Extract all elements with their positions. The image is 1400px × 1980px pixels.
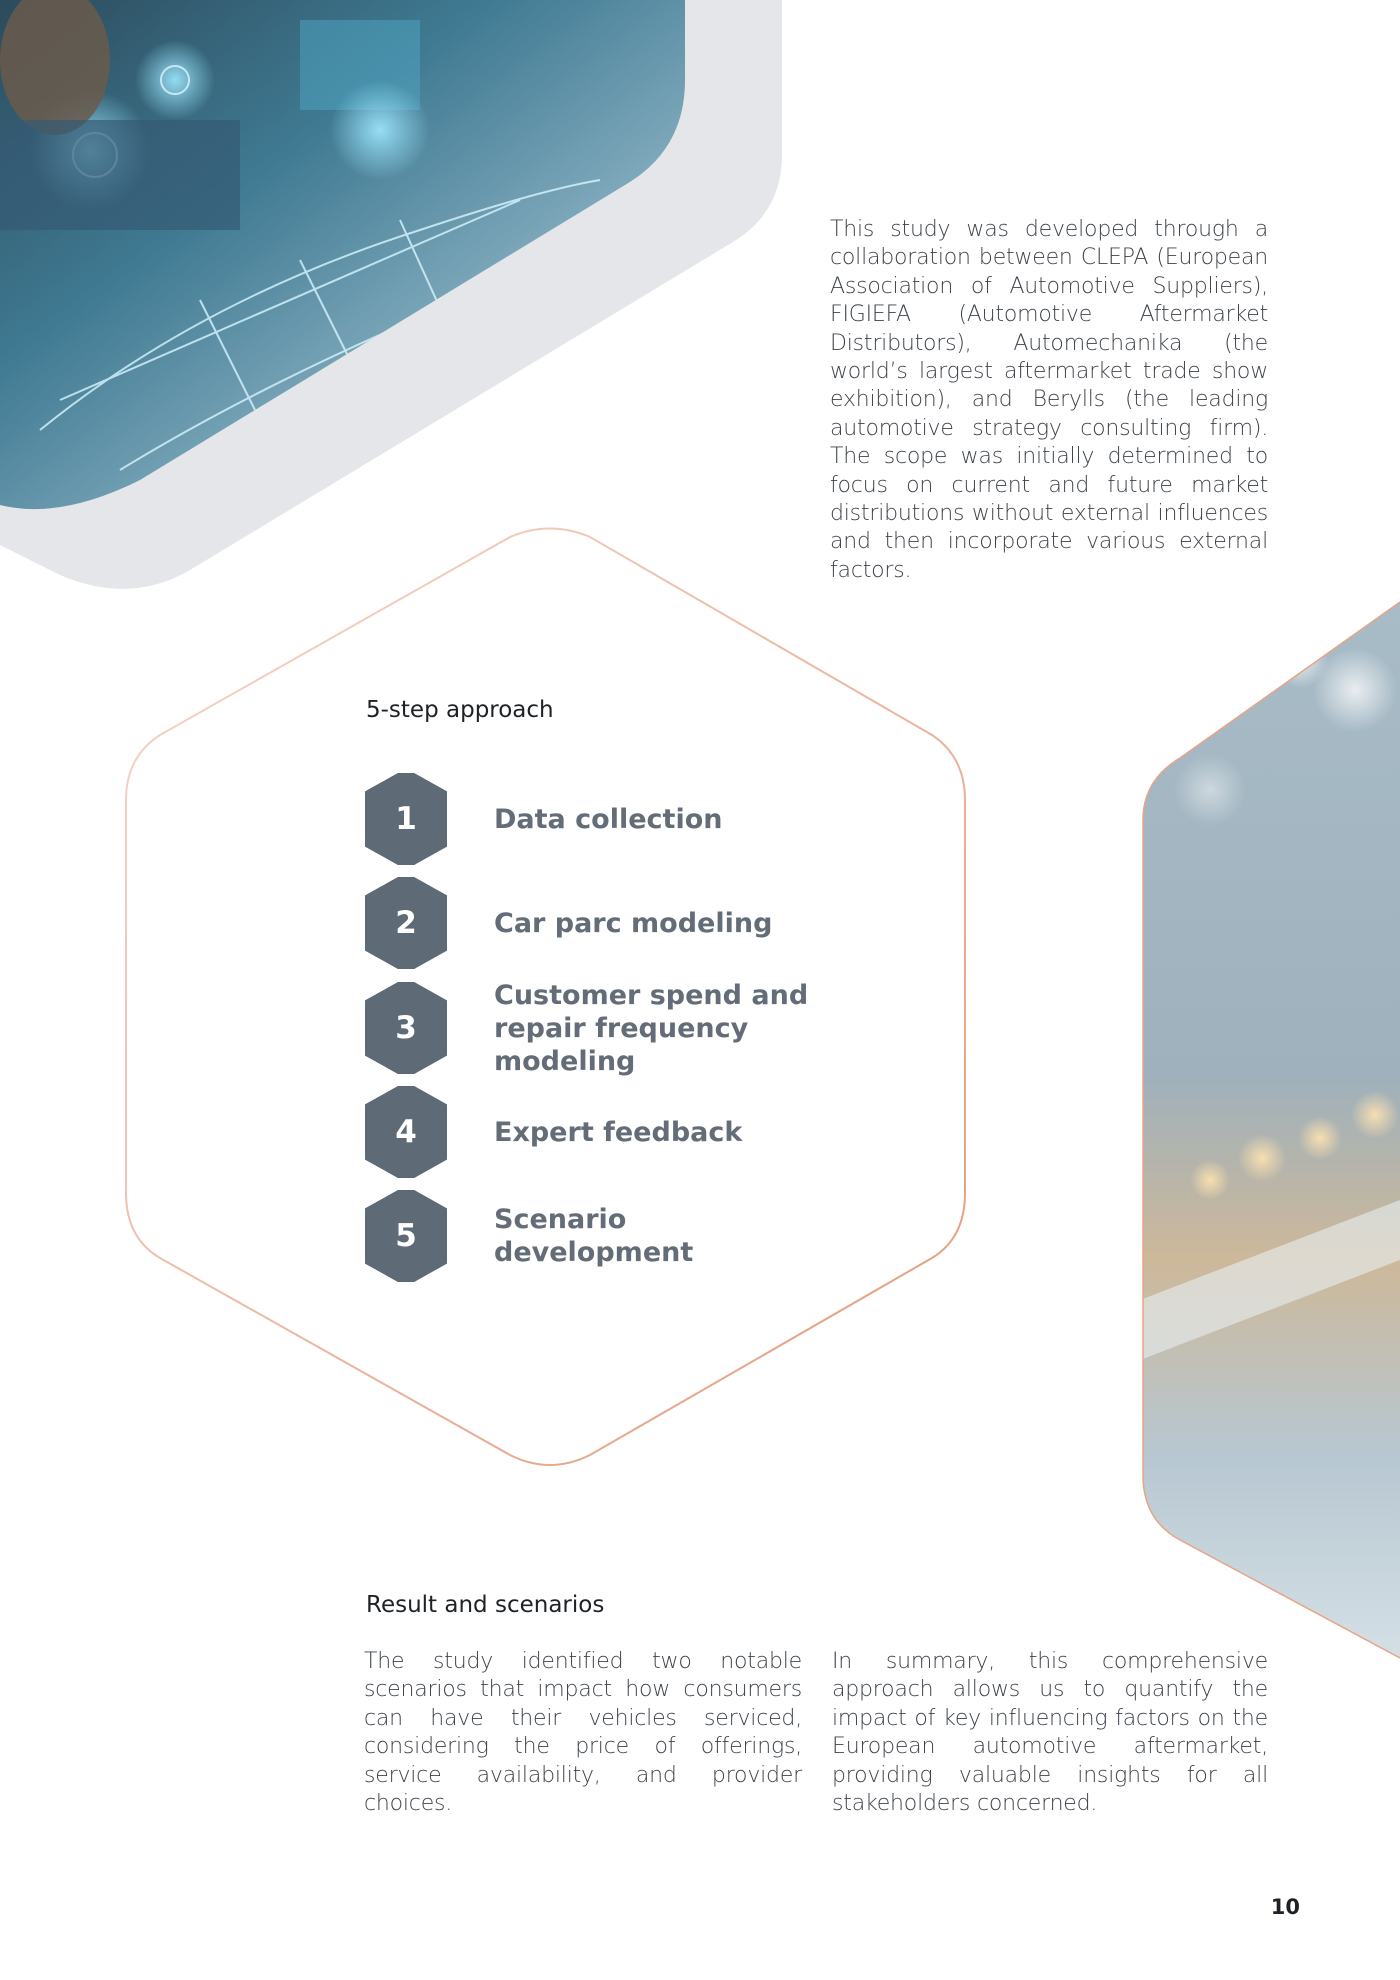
results-left-paragraph: The study identified two notable scenarios that impact how consumers can have their vehicles serviced, considering the price of offerings, service availability, and provider choices. <box>364 1649 802 1817</box>
step-number: 3 <box>395 1010 417 1046</box>
step-item-4 <box>365 1086 925 1178</box>
step-label: Data collection <box>494 803 723 835</box>
intro-paragraph: This study was developed through a collaboration between CLEPA (European Association of Automotive Suppliers), FIGIEFA (Automotive Aftermarket Distributors), Automechanika (the world’s largest aftermarket trade show exhibition), and Berylls (the leading automotive strategy consulting firm). The scope was initially determined to focus on current and future market distributions without external influences and then incorporate various external factors. <box>830 217 1268 583</box>
step-number: 5 <box>395 1218 417 1254</box>
step-label: Car parc modeling <box>494 907 773 939</box>
step-item-3 <box>365 979 925 1077</box>
step-label: Scenario development <box>494 1204 694 1268</box>
step-label: Customer spend and repair frequency modeling <box>494 979 809 1077</box>
step-item-1 <box>365 773 925 865</box>
blurred-road-image <box>1130 590 1400 1670</box>
page-number: 10 <box>1270 1895 1300 1919</box>
results-right-paragraph: In summary, this comprehensive approach allows us to quantify the impact of key influencing factors on the European automotive aftermarket, providing valuable insights for all stakeholders concerned. <box>832 1649 1268 1817</box>
step-item-2 <box>365 877 925 969</box>
step-label: Expert feedback <box>494 1116 743 1148</box>
approach-heading: 5-step approach <box>366 697 554 723</box>
results-heading: Result and scenarios <box>366 1592 605 1618</box>
step-item-5 <box>365 1190 925 1282</box>
step-number: 1 <box>395 801 417 837</box>
step-number: 4 <box>395 1114 417 1150</box>
step-number: 2 <box>395 905 417 941</box>
